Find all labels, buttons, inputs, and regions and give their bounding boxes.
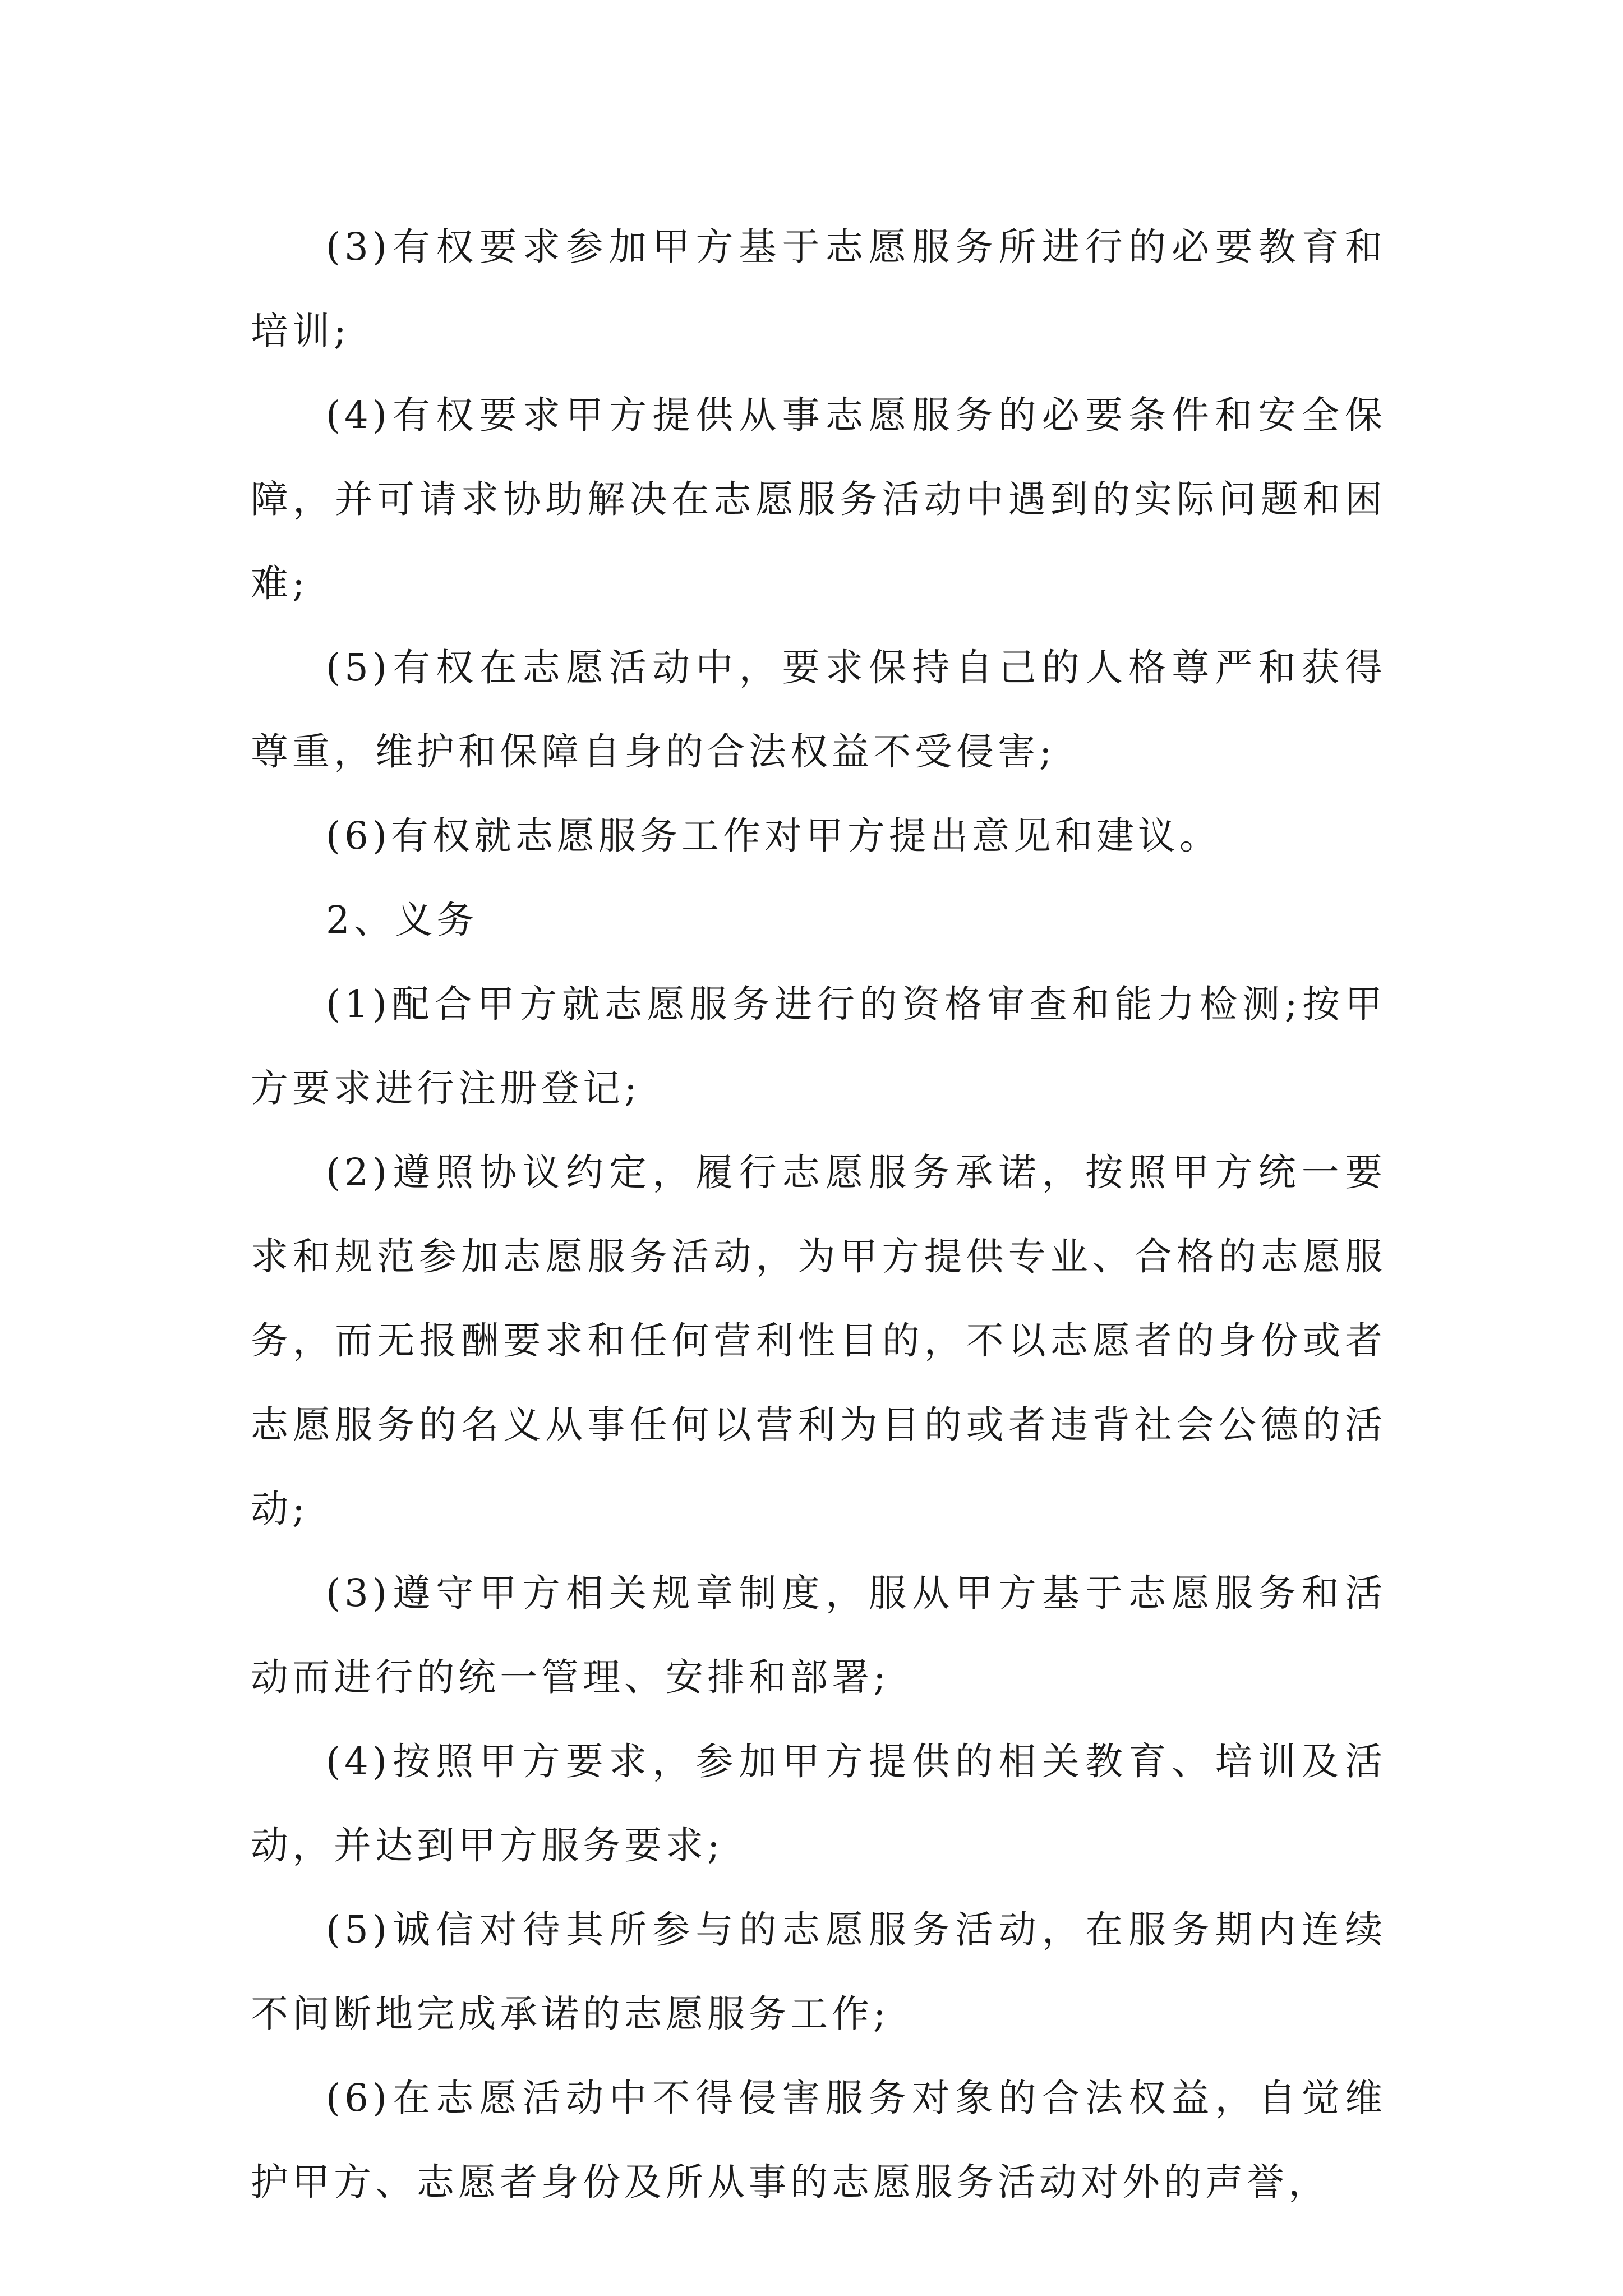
document-body <box>251 205 1386 2224</box>
right-item-4: (4)有权要求甲方提供从事志愿服务的必要条件和安全保障，并可请求协助解决在志愿服务活动中遇到的实际问题和困难; <box>251 393 1386 605</box>
obligation-item-3: (3)遵守甲方相关规章制度，服从甲方基于志愿服务和活动而进行的统一管理、安排和部署; <box>251 1571 1386 1699</box>
obligation-item-5: (5)诚信对待其所参与的志愿服务活动，在服务期内连续不间断地完成承诺的志愿服务工作; <box>251 1908 1386 2036</box>
right-item-5: (5)有权在志愿活动中，要求保持自己的人格尊严和获得尊重，维护和保障自身的合法权益不受侵害; <box>251 646 1386 774</box>
obligation-item-6: (6)在志愿活动中不得侵害服务对象的合法权益，自觉维护甲方、志愿者身份及所从事的志愿服务活动对外的声誉， <box>251 2076 1386 2204</box>
right-item-3: (3)有权要求参加甲方基于志愿服务所进行的必要教育和培训; <box>251 225 1386 353</box>
obligation-item-4: (4)按照甲方要求，参加甲方提供的相关教育、培训及活动，并达到甲方服务要求; <box>251 1740 1386 1867</box>
obligations-heading: 2、义务 <box>326 898 478 942</box>
obligation-item-1: (1)配合甲方就志愿服务进行的资格审查和能力检测;按甲方要求进行注册登记; <box>251 982 1386 1110</box>
obligation-item-2: (2)遵照协议约定，履行志愿服务承诺，按照甲方统一要求和规范参加志愿服务活动，为甲方提供专业、合格的志愿服务，而无报酬要求和任何营利性目的，不以志愿者的身份或者志愿服务的名义从事任何以营利为目的或者违背社会公德的活动; <box>251 1151 1386 1531</box>
right-item-6: (6)有权就志愿服务工作对甲方提出意见和建议。 <box>326 814 1221 858</box>
